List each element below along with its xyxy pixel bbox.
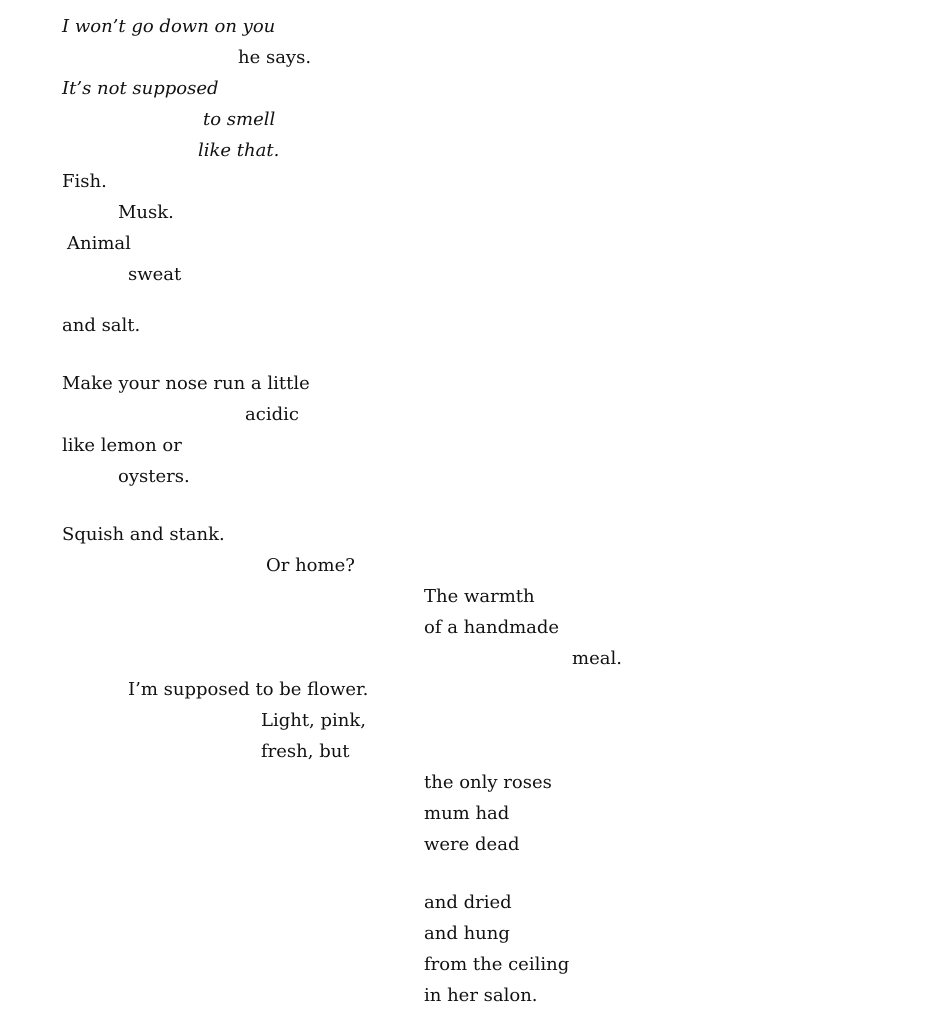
- poem-line: Or home?: [266, 555, 355, 576]
- poem-line: I’m supposed to be flower.: [128, 679, 369, 700]
- poem-line: and hung: [424, 923, 510, 944]
- poem-line: and dried: [424, 892, 512, 913]
- poem-line: Fish.: [62, 171, 107, 192]
- poem-line: like lemon or: [62, 435, 182, 456]
- poem-line: to smell: [203, 109, 276, 130]
- poem-line: fresh, but: [261, 741, 350, 762]
- poem-line: in her salon.: [424, 985, 538, 1006]
- poem-line: from the ceiling: [424, 954, 570, 975]
- poem-line: oysters.: [118, 466, 190, 487]
- poem-line: I won’t go down on you: [62, 16, 276, 37]
- poem-line: he says.: [238, 47, 312, 68]
- poem-line: and salt.: [62, 315, 141, 336]
- poem-line: Squish and stank.: [62, 524, 225, 545]
- poem-line: the only roses: [424, 772, 552, 793]
- poem-line: Musk.: [118, 202, 174, 223]
- poem-line: Light, pink,: [261, 710, 367, 731]
- poem-line: Animal: [67, 233, 131, 254]
- poem-line: Make your nose run a little: [62, 373, 310, 394]
- poem-line: It’s not supposed: [62, 78, 219, 99]
- poem-line: mum had: [424, 803, 510, 824]
- poem-line: of a handmade: [424, 617, 560, 638]
- poem-line: like that.: [198, 140, 280, 161]
- poem-line: The warmth: [424, 586, 535, 607]
- poem-line: sweat: [128, 264, 182, 285]
- poem-line: meal.: [572, 648, 622, 669]
- poem-line: were dead: [424, 834, 520, 855]
- poem-line: acidic: [245, 404, 299, 425]
